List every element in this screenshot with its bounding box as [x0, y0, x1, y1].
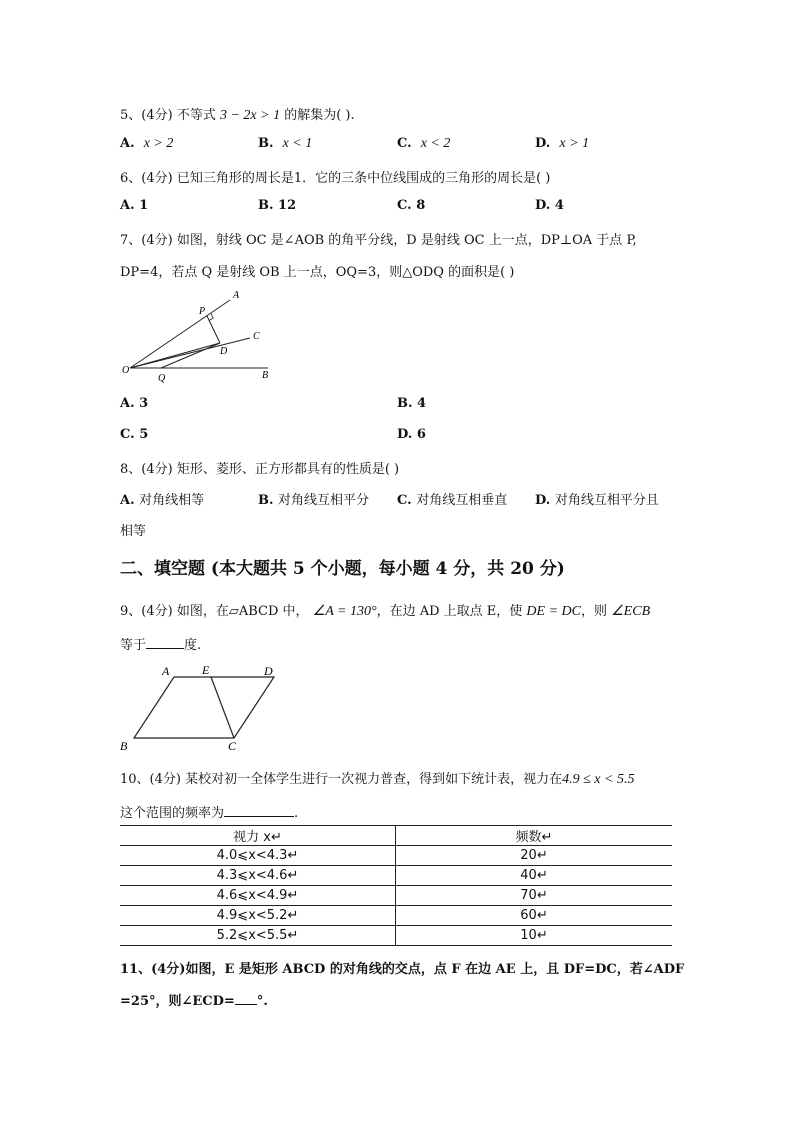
- table-header-row: [120, 826, 672, 846]
- q8-option-a[interactable]: A. 对角线相等: [120, 493, 205, 508]
- q6-stem: 6、(4分) 已知三角形的周长是1．它的三条中位线围成的三角形的周长是( ): [120, 171, 551, 186]
- label-a: A: [233, 290, 240, 301]
- q7-option-a[interactable]: A. 3: [120, 396, 149, 411]
- label-b: B: [120, 739, 128, 753]
- q7-option-d[interactable]: D. 6: [397, 427, 426, 442]
- q7-angle-figure: [118, 286, 278, 386]
- q9-line2: 等于 度.: [120, 634, 201, 653]
- cell-count: 70↵: [396, 886, 673, 906]
- q7-stem-line1: 7、(4分) 如图，射线 OC 是∠AOB 的角平分线，D 是射线 OC 上一点，DP⊥OA 于点 P,: [120, 233, 637, 248]
- label-d: D: [264, 664, 273, 678]
- q5-option-d[interactable]: D. x > 1: [535, 136, 590, 151]
- table-row: [120, 926, 672, 946]
- q7-option-c[interactable]: C. 5: [120, 427, 149, 442]
- cell-range: 4.9⩽x<5.2↵: [120, 906, 396, 926]
- label-b: B: [262, 370, 269, 381]
- q10-range: 4.9 ≤ x < 5.5: [562, 772, 635, 787]
- label-e: E: [202, 663, 210, 677]
- q5-expression: 3 − 2x > 1: [219, 108, 281, 123]
- q10-stem: 10、(4分) 某校对初一全体学生进行一次视力普查，得到如下统计表，视力在4.9 ≤ x < 5.5: [120, 772, 635, 787]
- q11-stem-line2: =25°，则∠ECD= °.: [120, 990, 268, 1009]
- cell-range: 4.0⩽x<4.3↵: [120, 846, 396, 866]
- right-angle-mark: [209, 314, 213, 321]
- q5-stem-end: 的解集为( ).: [284, 108, 355, 123]
- cell-count: 40↵: [396, 866, 673, 886]
- segment-od: [130, 343, 220, 368]
- q9-target: ∠ECB: [611, 604, 651, 619]
- q6-option-c[interactable]: C. 8: [397, 198, 426, 213]
- cell-count: 10↵: [396, 926, 673, 946]
- q5-option-a[interactable]: A. x > 2: [120, 136, 174, 151]
- table-row: [120, 886, 672, 906]
- label-a: A: [162, 664, 170, 678]
- q7-stem-line2: DP=4，若点 Q 是射线 OB 上一点，OQ=3，则△ODQ 的面积是( ): [120, 265, 515, 280]
- q8-option-d-wrap: 相等: [120, 524, 147, 539]
- q10-line2: 这个范围的频率为 .: [120, 802, 298, 821]
- label-d: D: [220, 346, 228, 357]
- q6-option-b[interactable]: B. 12: [258, 198, 297, 213]
- q10-answer-blank[interactable]: [224, 802, 294, 817]
- cell-count: 20↵: [396, 846, 673, 866]
- q11-stem-line1: 11、(4分)如图，E 是矩形 ABCD 的对角线的交点，点 F 在边 AE 上，且 DF=DC，若∠ADF: [120, 962, 685, 977]
- segment-dq: [161, 343, 220, 368]
- cell-range: 5.2⩽x<5.5↵: [120, 926, 396, 946]
- label-c: C: [253, 331, 260, 342]
- cell-range: 4.3⩽x<4.6↵: [120, 866, 396, 886]
- section-heading: 二、填空题 (本大题共 5 个小题，每小题 4 分，共 20 分): [120, 559, 565, 579]
- segment-dp: [207, 316, 220, 343]
- table-row: [120, 866, 672, 886]
- label-p: P: [199, 306, 206, 317]
- ray-oa: [130, 300, 230, 368]
- segment-ec: [211, 677, 234, 738]
- q5-stem-text: 5、(4分) 不等式: [120, 108, 216, 123]
- q5-option-c[interactable]: C. x < 2: [397, 136, 451, 151]
- q8-option-c[interactable]: C. 对角线互相垂直: [397, 493, 508, 508]
- label-q: Q: [158, 373, 166, 384]
- q6-option-d[interactable]: D. 4: [535, 198, 564, 213]
- label-c: C: [228, 739, 237, 753]
- q7-option-b[interactable]: B. 4: [397, 396, 427, 411]
- q8-stem: 8、(4分) 矩形、菱形、正方形都具有的性质是( ): [120, 462, 400, 477]
- header-vision: 视力 x↵: [120, 826, 396, 846]
- q9-angle: ∠A = 130°: [312, 604, 377, 619]
- q9-equation: DE = DC: [526, 604, 581, 619]
- q10-stats-table: [120, 825, 672, 946]
- q8-option-b[interactable]: B. 对角线互相平分: [258, 493, 370, 508]
- cell-count: 60↵: [396, 906, 673, 926]
- q8-option-d[interactable]: D. 对角线互相平分且: [535, 493, 659, 508]
- table-row: [120, 906, 672, 926]
- header-frequency: 频数↵: [396, 826, 673, 846]
- cell-range: 4.6⩽x<4.9↵: [120, 886, 396, 906]
- q9-stem: 9、(4分) 如图，在▱ABCD 中， ∠A = 130°，在边 AD 上取点 E，使 DE = DC，则 ∠ECB: [120, 604, 651, 619]
- label-o: O: [122, 365, 130, 376]
- q6-option-a[interactable]: A. 1: [120, 198, 149, 213]
- q9-answer-blank[interactable]: [146, 634, 184, 649]
- table-row: [120, 846, 672, 866]
- parallelogram-abcd: [134, 677, 274, 738]
- q11-answer-blank[interactable]: [235, 990, 257, 1005]
- q5-stem: [120, 104, 355, 124]
- q5-option-b[interactable]: B. x < 1: [258, 136, 313, 151]
- q9-parallelogram-figure: [116, 660, 286, 755]
